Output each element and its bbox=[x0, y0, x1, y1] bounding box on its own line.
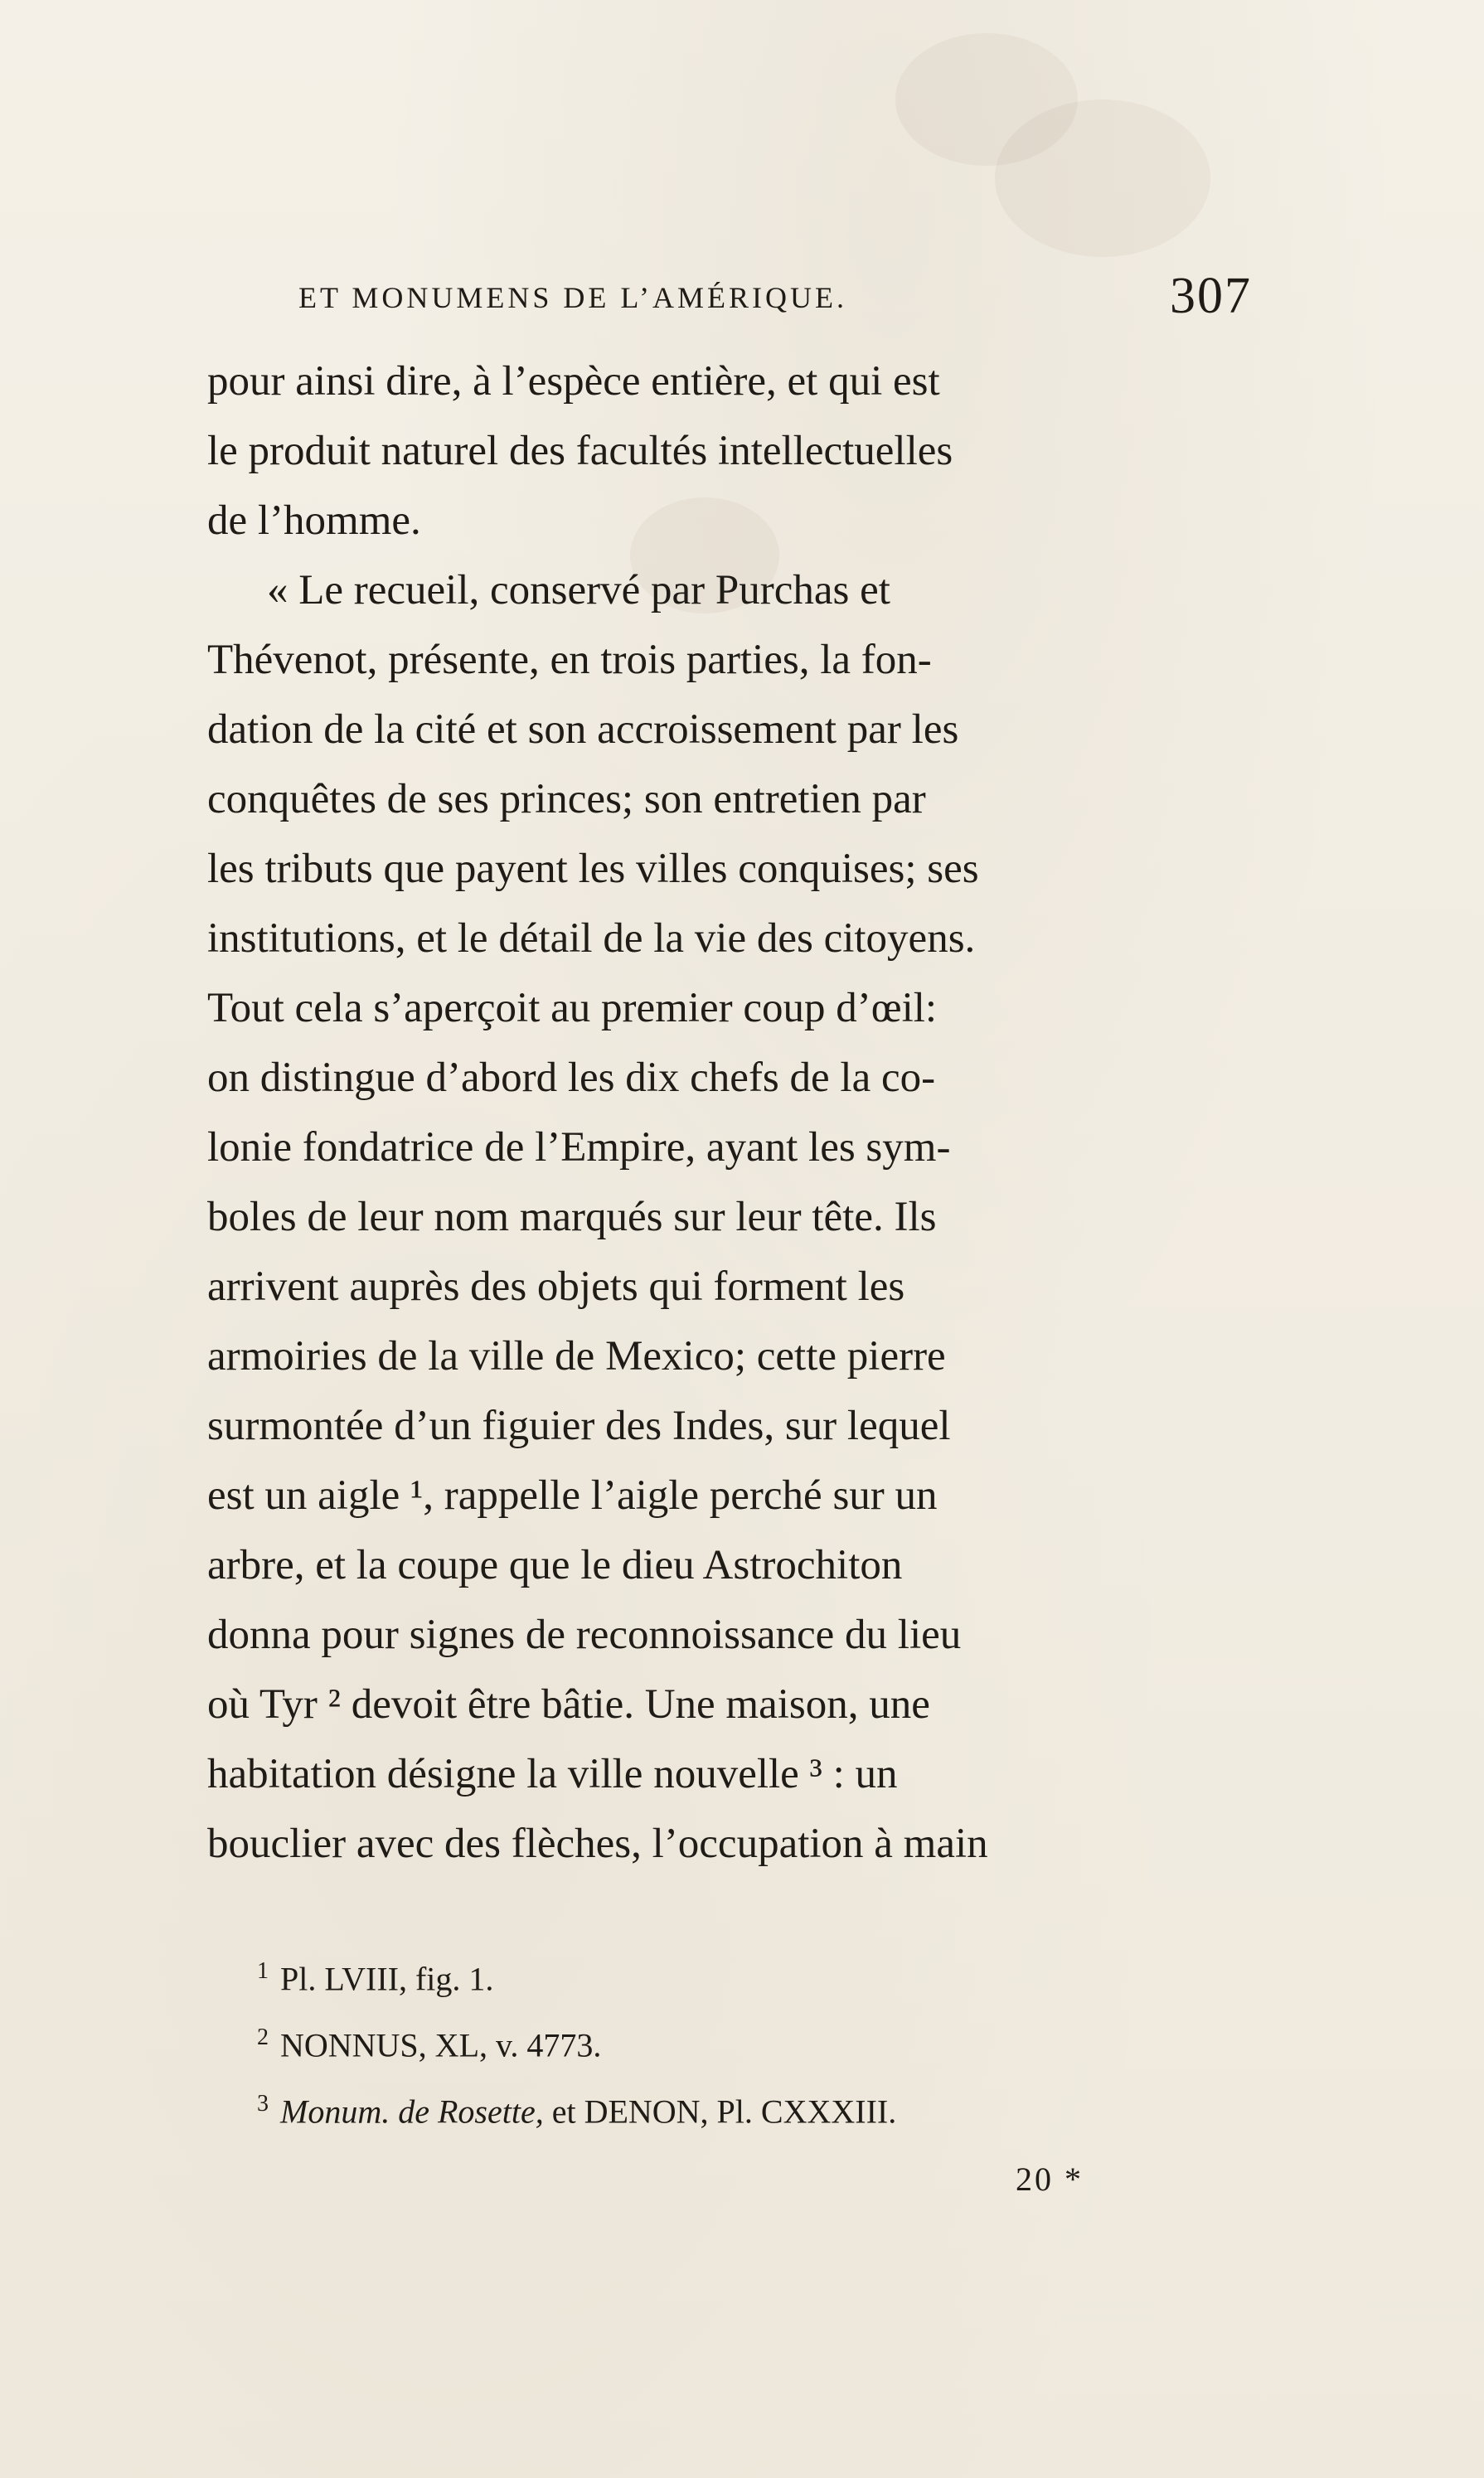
footnote-text: Pl. LVIII, fig. 1. bbox=[280, 1960, 494, 1998]
paper-stain bbox=[995, 99, 1210, 257]
text-line: Thévenot, présente, en trois parties, la fon- bbox=[207, 637, 932, 683]
body-text bbox=[207, 347, 1260, 1879]
text-line: dation de la cité et son accroissement par les bbox=[207, 706, 959, 753]
text-line: boles de leur nom marqués sur leur tête. Ils bbox=[207, 1194, 937, 1240]
footnote-number: 3 bbox=[257, 2091, 269, 2117]
running-head bbox=[298, 268, 1252, 332]
text-line: où Tyr ² devoit être bâtie. Une maison, une bbox=[207, 1681, 930, 1728]
footnotes bbox=[257, 1938, 1260, 2137]
text-line: habitation désigne la ville nouvelle ³ : un bbox=[207, 1751, 898, 1797]
text-line: le produit naturel des facultés intellectuelles bbox=[207, 428, 953, 474]
page-number: 307 bbox=[1170, 268, 1252, 324]
text-line: pour ainsi dire, à l’espèce entière, et qui est bbox=[207, 358, 940, 405]
signature-mark: 20 * bbox=[1016, 2160, 1084, 2198]
footnote-italic-text: Monum. de Rosette, bbox=[280, 2092, 544, 2131]
text-line: Tout cela s’aperçoit au premier coup d’œil: bbox=[207, 985, 938, 1031]
text-line: les tributs que payent les villes conquises; ses bbox=[207, 846, 979, 892]
paper-stain bbox=[895, 33, 1078, 166]
text-line: conquêtes de ses princes; son entretien par bbox=[207, 776, 926, 822]
text-line: est un aigle ¹, rappelle l’aigle perché sur un bbox=[207, 1472, 938, 1519]
footnote bbox=[257, 2071, 1260, 2137]
footnote-text: et DENON, Pl. CXXXIII. bbox=[543, 2092, 897, 2131]
text-line: donna pour signes de reconnoissance du lieu bbox=[207, 1612, 962, 1658]
text-line: « Le recueil, conservé par Purchas et bbox=[267, 567, 890, 613]
text-line: lonie fondatrice de l’Empire, ayant les sym- bbox=[207, 1124, 951, 1171]
text-line: surmontée d’un figuier des Indes, sur lequel bbox=[207, 1403, 951, 1449]
text-line: de l’homme. bbox=[207, 497, 421, 544]
text-line: arrivent auprès des objets qui forment les bbox=[207, 1263, 905, 1310]
text-line: armoiries de la ville de Mexico; cette pierre bbox=[207, 1333, 946, 1380]
text-line: arbre, et la coupe que le dieu Astrochiton bbox=[207, 1542, 903, 1588]
running-title: ET MONUMENS DE L’AMÉRIQUE. bbox=[298, 281, 847, 314]
text-line: bouclier avec des flèches, l’occupation à main bbox=[207, 1821, 988, 1867]
footnote bbox=[257, 1938, 1260, 2005]
text-line: on distingue d’abord les dix chefs de la co- bbox=[207, 1055, 936, 1101]
text-line: institutions, et le détail de la vie des citoyens. bbox=[207, 915, 976, 962]
footnote bbox=[257, 2005, 1260, 2071]
footnote-number: 1 bbox=[257, 1958, 269, 1984]
footnote-text: NONNUS, XL, v. 4773. bbox=[280, 2026, 602, 2064]
footnote-number: 2 bbox=[257, 2025, 269, 2050]
